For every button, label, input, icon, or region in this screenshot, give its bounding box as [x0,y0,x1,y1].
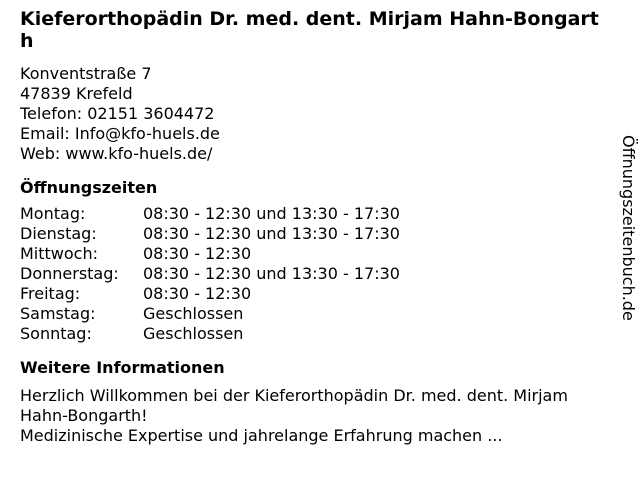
day-label: Donnerstag: [20,264,119,283]
table-row [20,244,400,264]
hours-heading: Öffnungszeiten [20,178,158,197]
day-label: Dienstag: [20,224,97,243]
day-hours: 08:30 - 12:30 und 13:30 - 17:30 [143,264,400,283]
table-row [20,264,400,284]
day-hours: 08:30 - 12:30 und 13:30 - 17:30 [143,224,400,243]
listing-page [20,8,612,446]
city-address: 47839 Krefeld [20,84,133,103]
day-hours: 08:30 - 12:30 [143,244,252,263]
table-row [20,224,400,244]
day-label: Mittwoch: [20,244,98,263]
opening-hours-table [20,204,400,344]
day-hours: Geschlossen [143,304,244,323]
web-line: Web: www.kfo-huels.de/ [20,144,213,163]
info-paragraph: Herzlich Willkommen bei der Kieferorthopädin Dr. med. dent. Mirjam Hahn-Bongarth! [20,386,568,425]
table-row [20,204,400,224]
table-row [20,284,400,304]
day-hours: 08:30 - 12:30 und 13:30 - 17:30 [143,204,400,223]
info-paragraph: Medizinische Expertise und jahrelange Erfahrung machen ... [20,426,503,445]
day-hours: 08:30 - 12:30 [143,284,252,303]
contact-block [20,64,612,164]
day-label: Freitag: [20,284,81,303]
table-row [20,324,400,344]
phone-line: Telefon: 02151 3604472 [20,104,215,123]
page-title: Kieferorthopädin Dr. med. dent. Mirjam Hahn-Bongarth [20,8,599,52]
site-watermark: Öffnungszeitenbuch.de [619,135,638,321]
day-label: Samstag: [20,304,96,323]
day-hours: Geschlossen [143,324,244,343]
info-heading: Weitere Informationen [20,358,225,377]
table-row [20,304,400,324]
street-address: Konventstraße 7 [20,64,152,83]
email-line: Email: Info@kfo-huels.de [20,124,220,143]
day-label: Sonntag: [20,324,92,343]
day-label: Montag: [20,204,86,223]
info-text [20,386,620,446]
